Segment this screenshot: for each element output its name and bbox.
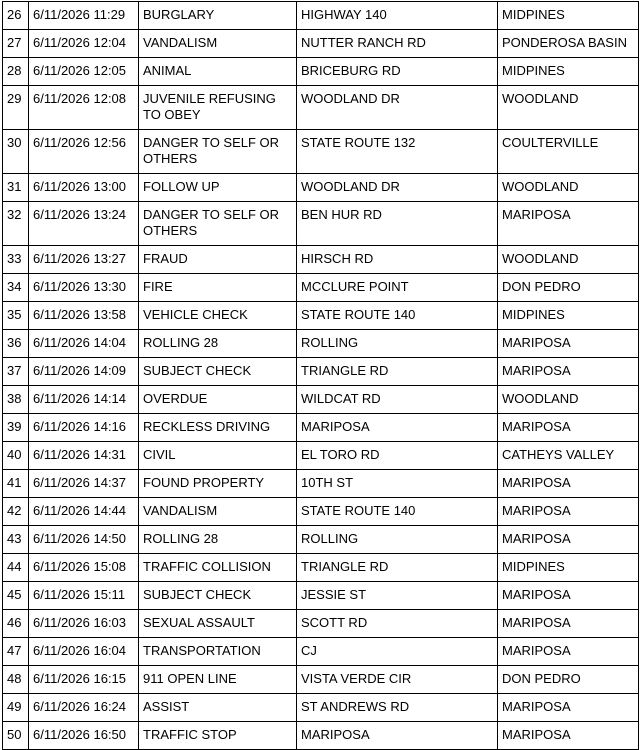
row-datetime: 6/11/2026 14:50	[29, 526, 139, 554]
row-area: PONDEROSA BASIN	[498, 30, 639, 58]
table-row	[3, 274, 639, 302]
table-row	[3, 30, 639, 58]
row-area: MIDPINES	[498, 58, 639, 86]
row-datetime: 6/11/2026 12:08	[29, 86, 139, 130]
row-area: MARIPOSA	[498, 638, 639, 666]
row-number: 37	[3, 358, 29, 386]
row-area: MARIPOSA	[498, 470, 639, 498]
row-datetime: 6/11/2026 13:24	[29, 202, 139, 246]
row-area: MIDPINES	[498, 554, 639, 582]
row-number: 27	[3, 30, 29, 58]
table-row	[3, 722, 639, 750]
table-row	[3, 610, 639, 638]
row-incident-type: FOLLOW UP	[139, 174, 297, 202]
row-datetime: 6/11/2026 16:03	[29, 610, 139, 638]
row-area: COULTERVILLE	[498, 130, 639, 174]
row-number: 30	[3, 130, 29, 174]
row-location: TRIANGLE RD	[297, 554, 498, 582]
table-row	[3, 386, 639, 414]
row-area: DON PEDRO	[498, 666, 639, 694]
row-area: WOODLAND	[498, 386, 639, 414]
row-incident-type: VANDALISM	[139, 30, 297, 58]
row-area: DON PEDRO	[498, 274, 639, 302]
row-location: VISTA VERDE CIR	[297, 666, 498, 694]
incident-log-body	[3, 2, 639, 750]
row-area: WOODLAND	[498, 174, 639, 202]
row-number: 48	[3, 666, 29, 694]
table-row	[3, 498, 639, 526]
row-incident-type: JUVENILE REFUSING TO OBEY	[139, 86, 297, 130]
row-number: 33	[3, 246, 29, 274]
row-datetime: 6/11/2026 11:29	[29, 2, 139, 30]
row-incident-type: 911 OPEN LINE	[139, 666, 297, 694]
table-row	[3, 86, 639, 130]
row-datetime: 6/11/2026 16:24	[29, 694, 139, 722]
row-area: WOODLAND	[498, 246, 639, 274]
table-row	[3, 470, 639, 498]
row-location: WOODLAND DR	[297, 174, 498, 202]
row-number: 35	[3, 302, 29, 330]
row-location: MARIPOSA	[297, 414, 498, 442]
row-number: 36	[3, 330, 29, 358]
row-number: 38	[3, 386, 29, 414]
row-incident-type: VEHICLE CHECK	[139, 302, 297, 330]
row-datetime: 6/11/2026 14:16	[29, 414, 139, 442]
table-row	[3, 2, 639, 30]
row-area: WOODLAND	[498, 86, 639, 130]
row-incident-type: VANDALISM	[139, 498, 297, 526]
row-location: ROLLING	[297, 526, 498, 554]
row-incident-type: BURGLARY	[139, 2, 297, 30]
row-datetime: 6/11/2026 13:58	[29, 302, 139, 330]
row-location: STATE ROUTE 132	[297, 130, 498, 174]
row-location: ST ANDREWS RD	[297, 694, 498, 722]
table-row	[3, 202, 639, 246]
row-area: MARIPOSA	[498, 694, 639, 722]
row-area: MIDPINES	[498, 2, 639, 30]
row-incident-type: ROLLING 28	[139, 330, 297, 358]
row-location: HIRSCH RD	[297, 246, 498, 274]
table-row	[3, 526, 639, 554]
row-number: 49	[3, 694, 29, 722]
row-number: 41	[3, 470, 29, 498]
row-location: WOODLAND DR	[297, 86, 498, 130]
row-location: BEN HUR RD	[297, 202, 498, 246]
row-incident-type: FIRE	[139, 274, 297, 302]
row-number: 28	[3, 58, 29, 86]
row-incident-type: SUBJECT CHECK	[139, 582, 297, 610]
row-datetime: 6/11/2026 16:15	[29, 666, 139, 694]
row-datetime: 6/11/2026 15:11	[29, 582, 139, 610]
table-row	[3, 358, 639, 386]
row-incident-type: RECKLESS DRIVING	[139, 414, 297, 442]
row-area: MARIPOSA	[498, 202, 639, 246]
row-incident-type: FOUND PROPERTY	[139, 470, 297, 498]
table-row	[3, 302, 639, 330]
table-row	[3, 694, 639, 722]
row-location: SCOTT RD	[297, 610, 498, 638]
row-number: 26	[3, 2, 29, 30]
row-location: NUTTER RANCH RD	[297, 30, 498, 58]
row-number: 34	[3, 274, 29, 302]
row-location: EL TORO RD	[297, 442, 498, 470]
row-area: MARIPOSA	[498, 414, 639, 442]
table-row	[3, 58, 639, 86]
row-location: CJ	[297, 638, 498, 666]
row-number: 40	[3, 442, 29, 470]
row-area: CATHEYS VALLEY	[498, 442, 639, 470]
row-number: 44	[3, 554, 29, 582]
row-incident-type: DANGER TO SELF OR OTHERS	[139, 130, 297, 174]
row-location: TRIANGLE RD	[297, 358, 498, 386]
row-location: MARIPOSA	[297, 722, 498, 750]
row-area: MARIPOSA	[498, 582, 639, 610]
table-row	[3, 554, 639, 582]
row-datetime: 6/11/2026 14:44	[29, 498, 139, 526]
row-incident-type: ASSIST	[139, 694, 297, 722]
row-datetime: 6/11/2026 14:37	[29, 470, 139, 498]
row-location: WILDCAT RD	[297, 386, 498, 414]
row-number: 46	[3, 610, 29, 638]
row-location: HIGHWAY 140	[297, 2, 498, 30]
row-location: STATE ROUTE 140	[297, 302, 498, 330]
row-area: MARIPOSA	[498, 610, 639, 638]
row-incident-type: OVERDUE	[139, 386, 297, 414]
incident-log-table	[2, 1, 639, 750]
row-location: JESSIE ST	[297, 582, 498, 610]
row-incident-type: ANIMAL	[139, 58, 297, 86]
row-datetime: 6/11/2026 13:30	[29, 274, 139, 302]
row-incident-type: DANGER TO SELF OR OTHERS	[139, 202, 297, 246]
row-number: 39	[3, 414, 29, 442]
table-row	[3, 666, 639, 694]
row-number: 50	[3, 722, 29, 750]
row-area: MARIPOSA	[498, 330, 639, 358]
row-incident-type: SEXUAL ASSAULT	[139, 610, 297, 638]
row-area: MARIPOSA	[498, 526, 639, 554]
row-incident-type: TRAFFIC COLLISION	[139, 554, 297, 582]
row-datetime: 6/11/2026 16:50	[29, 722, 139, 750]
row-datetime: 6/11/2026 14:04	[29, 330, 139, 358]
row-incident-type: TRANSPORTATION	[139, 638, 297, 666]
row-number: 31	[3, 174, 29, 202]
row-area: MARIPOSA	[498, 358, 639, 386]
row-datetime: 6/11/2026 13:27	[29, 246, 139, 274]
row-datetime: 6/11/2026 15:08	[29, 554, 139, 582]
table-row	[3, 330, 639, 358]
row-number: 29	[3, 86, 29, 130]
row-datetime: 6/11/2026 12:56	[29, 130, 139, 174]
table-row	[3, 174, 639, 202]
row-incident-type: TRAFFIC STOP	[139, 722, 297, 750]
row-number: 42	[3, 498, 29, 526]
row-incident-type: CIVIL	[139, 442, 297, 470]
row-area: MARIPOSA	[498, 722, 639, 750]
row-incident-type: ROLLING 28	[139, 526, 297, 554]
row-number: 47	[3, 638, 29, 666]
row-location: 10TH ST	[297, 470, 498, 498]
row-location: STATE ROUTE 140	[297, 498, 498, 526]
row-area: MIDPINES	[498, 302, 639, 330]
table-row	[3, 582, 639, 610]
row-number: 43	[3, 526, 29, 554]
row-incident-type: FRAUD	[139, 246, 297, 274]
table-row	[3, 414, 639, 442]
table-row	[3, 130, 639, 174]
table-row	[3, 246, 639, 274]
row-datetime: 6/11/2026 14:31	[29, 442, 139, 470]
row-datetime: 6/11/2026 12:04	[29, 30, 139, 58]
row-location: BRICEBURG RD	[297, 58, 498, 86]
row-datetime: 6/11/2026 12:05	[29, 58, 139, 86]
row-incident-type: SUBJECT CHECK	[139, 358, 297, 386]
table-row	[3, 638, 639, 666]
row-number: 32	[3, 202, 29, 246]
row-location: ROLLING	[297, 330, 498, 358]
row-datetime: 6/11/2026 13:00	[29, 174, 139, 202]
row-area: MARIPOSA	[498, 498, 639, 526]
row-datetime: 6/11/2026 16:04	[29, 638, 139, 666]
row-location: MCCLURE POINT	[297, 274, 498, 302]
row-datetime: 6/11/2026 14:09	[29, 358, 139, 386]
row-number: 45	[3, 582, 29, 610]
row-datetime: 6/11/2026 14:14	[29, 386, 139, 414]
table-row	[3, 442, 639, 470]
